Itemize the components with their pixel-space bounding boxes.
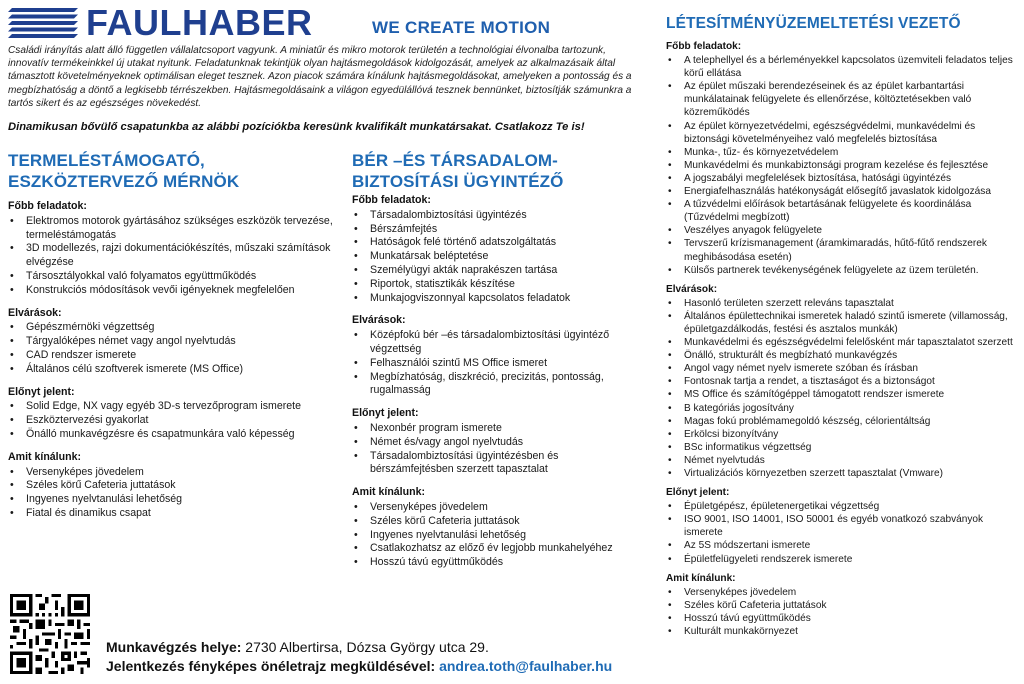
list-item: • Önálló munkavégzésre és csapatmunkára való képesség [8,428,338,442]
section-title: Amit kínálunk: [8,450,81,463]
job-title-facility: LÉTESÍTMÉNYÜZEMELTETÉSI VEZETŐ [666,15,961,32]
faulhaber-logo [8,2,313,43]
list-item: • Bérszámfejtés [352,223,642,237]
list-item: • Erkölcsi bizonyítvány [666,428,1018,441]
list-item: • Csatlakozhatsz az előző év legjobb munkahelyéhez [352,542,642,556]
section-title: Főbb feladatok: [8,200,87,212]
list-item: • Német és/vagy angol nyelvtudás [352,436,642,450]
location-label: Munkavégzés helye: [106,639,242,655]
list-item: • Német nyelvtudás [666,454,1018,467]
list-item: • Épületgépész, épületenergetikai végzettség [666,500,1018,513]
list-item: • A tűzvédelmi előírások betartásának felügyelete és koordinálása (Tűzvédelmi megbízott) [666,198,1018,224]
list-item: • Hasonló területen szerzett releváns tapasztalat [666,297,1018,310]
list-item: • Riportok, statisztikák készítése [352,278,642,292]
list-item: • Elektromos motorok gyártásához szükséges eszközök tervezése, termeléstámogatás [8,215,338,243]
list-item: • Munkavédelmi és egészségvédelmi felelősként már tapasztalatot szerzett [666,336,1018,349]
bullet-list [8,400,338,441]
job-column-engineer [8,150,338,521]
list-item: • Tervszerű krízismanagement (áramkimaradás, hűtő-fűtő rendszerek meghibásodása esetén) [666,237,1018,263]
list-item: • Energiafelhasználás hatékonyságát elősegítő javaslatok kidolgozása [666,185,1018,198]
work-location [106,638,612,657]
section-title: Előnyt jelent: [352,407,419,420]
footer [106,638,612,676]
list-item: • Társadalombiztosítási ügyintézésben és bérszámfejtésben szerzett tapasztalat [352,450,642,478]
list-item: • Munkavédelmi és munkabiztonsági program kezelése és fejlesztése [666,159,1018,172]
list-item: • Fiatal és dinamikus csapat [8,507,338,521]
list-item: • Az 5S módszertani ismerete [666,539,1018,552]
faulhaber-logo-icon [8,8,78,38]
section-title: Előnyt jelent: [666,487,730,499]
list-item: • B kategóriás jogosítvány [666,402,1018,415]
list-item: • A telephellyel és a bérleményekkel kapcsolatos üzemviteli feladatos teljes körű ellátása [666,54,1018,80]
list-item: • Személyügyi akták naprakészen tartása [352,264,642,278]
list-item: • Külsős partnerek tevékenységének felügyelete az üzem területén. [666,264,1018,277]
list-item: • Önálló, strukturált és megbízható munkavégzés [666,349,1018,362]
list-item: • Angol vagy német nyelv ismerete szóban és írásban [666,362,1018,375]
list-item: • Versenyképes jövedelem [352,501,642,515]
list-item: • Magas fokú problémamegoldó készség, célorientáltság [666,415,1018,428]
list-item: • Megbízhatóság, diszkréció, precizitás, pontosság, rugalmasság [352,371,642,399]
list-item: • Ingyenes nyelvtanulási lehetőség [8,493,338,507]
list-item: • Felhasználói szintű MS Office ismeret [352,357,642,371]
list-item: • Általános épülettechnikai ismeretek haladó szintű ismerete (villamosság, épületgazdálkodás, festési és asztalos munkák) [666,310,1018,336]
list-item: • Épületfelügyeleti rendszerek ismerete [666,553,1018,566]
list-item: • Az épület környezetvédelmi, egészségvédelmi, munkavédelmi és biztonsági követelményeihez való megfelelés biztosítása [666,120,1018,146]
bullet-list [352,209,642,306]
logo-text: FAULHABER [86,2,313,43]
list-item: • Nexonbér program ismerete [352,422,642,436]
list-item: • Tárgyalóképes német vagy angol nyelvtudás [8,335,338,349]
intro-text: Családi irányítás alatt álló független vállalatcsoport vagyunk. A miniatűr és mikro motorok területén a technológiai élvonalba tartozunk, innovatív termékeinkkel új utakat nyitunk. Feladatunknak tekintjük olyan hajtásmegoldások kidolgozását, amelyek az alkalmazásaik által támasztott követelményeknek optimálisan eleget tesznek. Azon piacok számára kínálunk hajtásmegoldásokat, amelyeken a pontosság és a megbízhatóság a döntő a legkisebb térrészekben. Hajtásmegoldásaink a világon egyedülállóvá tesznek bennünket, biztosítják számunkra a tartós sikert és az egészséges növekedést. [8,45,632,109]
section-title: Elvárások: [352,314,406,327]
slogan: WE CREATE MOTION [372,18,551,37]
list-item: • Fontosnak tartja a rendet, a tisztaságot és a biztonságot [666,375,1018,388]
job-title-line: TERMELÉSTÁMOGATÓ, [8,151,205,170]
apply-label: Jelentkezés fényképes önéletrajz megküldésével: [106,658,436,674]
list-item: • Hatóságok felé történő adatszolgáltatás [352,236,642,250]
list-item: • Munkajogviszonnyal kapcsolatos feladatok [352,292,642,306]
bullet-list [666,500,1018,565]
bullet-list [352,501,642,570]
bullet-list [666,586,1018,638]
job-title-line: BIZTOSÍTÁSI ÜGYINTÉZŐ [352,172,564,191]
list-item: • Konstrukciós módosítások vevői igényeknek megfelelően [8,284,338,298]
job-column-facility [666,14,1018,638]
section-title: Elvárások: [666,283,718,295]
bullet-list [352,329,642,398]
location-value: 2730 Albertirsa, Dózsa György utca 29. [245,639,489,655]
list-item: • Versenyképes jövedelem [8,466,338,480]
bullet-list [666,297,1018,480]
list-item: • Széles körű Cafeteria juttatások [666,599,1018,612]
list-item: • A jogszabályi megfelelések biztosítása, hatósági ügyintézés [666,172,1018,185]
list-item: • CAD rendszer ismerete [8,349,338,363]
list-item: • Gépészmérnöki végzettség [8,321,338,335]
bullet-list [8,466,338,521]
job-title-line: ESZKÖZTERVEZŐ MÉRNÖK [8,172,240,191]
list-item: • Munkatársak beléptetése [352,250,642,264]
list-item: • Ingyenes nyelvtanulási lehetőség [352,529,642,543]
list-item: • Széles körű Cafeteria juttatások [8,479,338,493]
section-title: Főbb feladatok: [352,194,431,206]
section-title: Amit kínálunk: [666,572,736,584]
list-item: • Hosszú távú együttműködés [352,556,642,570]
callout-text: Dinamikusan bővülő csapatunkba az alábbi pozíciókba keresünk kvalifikált munkatársakat. Csatlakozz Te is! [8,121,585,133]
list-item: • MS Office és számítógéppel támogatott rendszer ismerete [666,388,1018,401]
list-item: • Solid Edge, NX vagy egyéb 3D-s tervezőprogram ismerete [8,400,338,414]
list-item: • Versenyképes jövedelem [666,586,1018,599]
list-item: • ISO 9001, ISO 14001, ISO 50001 és egyéb vonatkozó szabványok ismerete [666,513,1018,539]
list-item: • Általános célú szoftverek ismerete (MS Office) [8,363,338,377]
list-item: • Középfokú bér –és társadalombiztosítási ügyintéző végzettség [352,329,642,357]
section-title: Elvárások: [8,306,62,319]
list-item: • Az épület műszaki berendezéseinek és az épület karbantartási munkálatainak felügyelete és ellenőrzése, költöztetésekben való közreműködés [666,80,1018,119]
list-item: • Széles körű Cafeteria juttatások [352,515,642,529]
job-title-engineer [8,150,338,192]
job-title-payroll [352,150,642,192]
list-item: • Munka-, tűz- és környezetvédelem [666,146,1018,159]
bullet-list [352,422,642,477]
section-title: Főbb feladatok: [666,41,742,52]
list-item: • Virtualizációs környezetben szerzett tapasztalat (Vmware) [666,467,1018,480]
list-item: • Eszköztervezési gyakorlat [8,414,338,428]
list-item: • Társosztályokkal való folyamatos együttműködés [8,270,338,284]
qr-code-icon [10,594,90,674]
section-title: Előnyt jelent: [8,385,75,398]
list-item: • Veszélyes anyagok felügyelete [666,224,1018,237]
list-item: • 3D modellezés, rajzi dokumentációkészítés, műszaki számítások elvégzése [8,242,338,270]
job-title-line: BÉR –ÉS TÁRSADALOM- [352,151,558,170]
bullet-list [666,54,1018,277]
section-title: Amit kínálunk: [352,486,425,499]
list-item: • Társadalombiztosítási ügyintézés [352,209,642,223]
list-item: • Hosszú távú együttműködés [666,612,1018,625]
list-item: • BSc informatikus végzettség [666,441,1018,454]
job-column-payroll [352,150,642,570]
bullet-list [8,321,338,376]
bullet-list [8,215,338,298]
email-link[interactable]: andrea.toth@faulhaber.hu [439,658,613,674]
list-item: • Kulturált munkakörnyezet [666,625,1018,638]
application-info [106,657,612,676]
